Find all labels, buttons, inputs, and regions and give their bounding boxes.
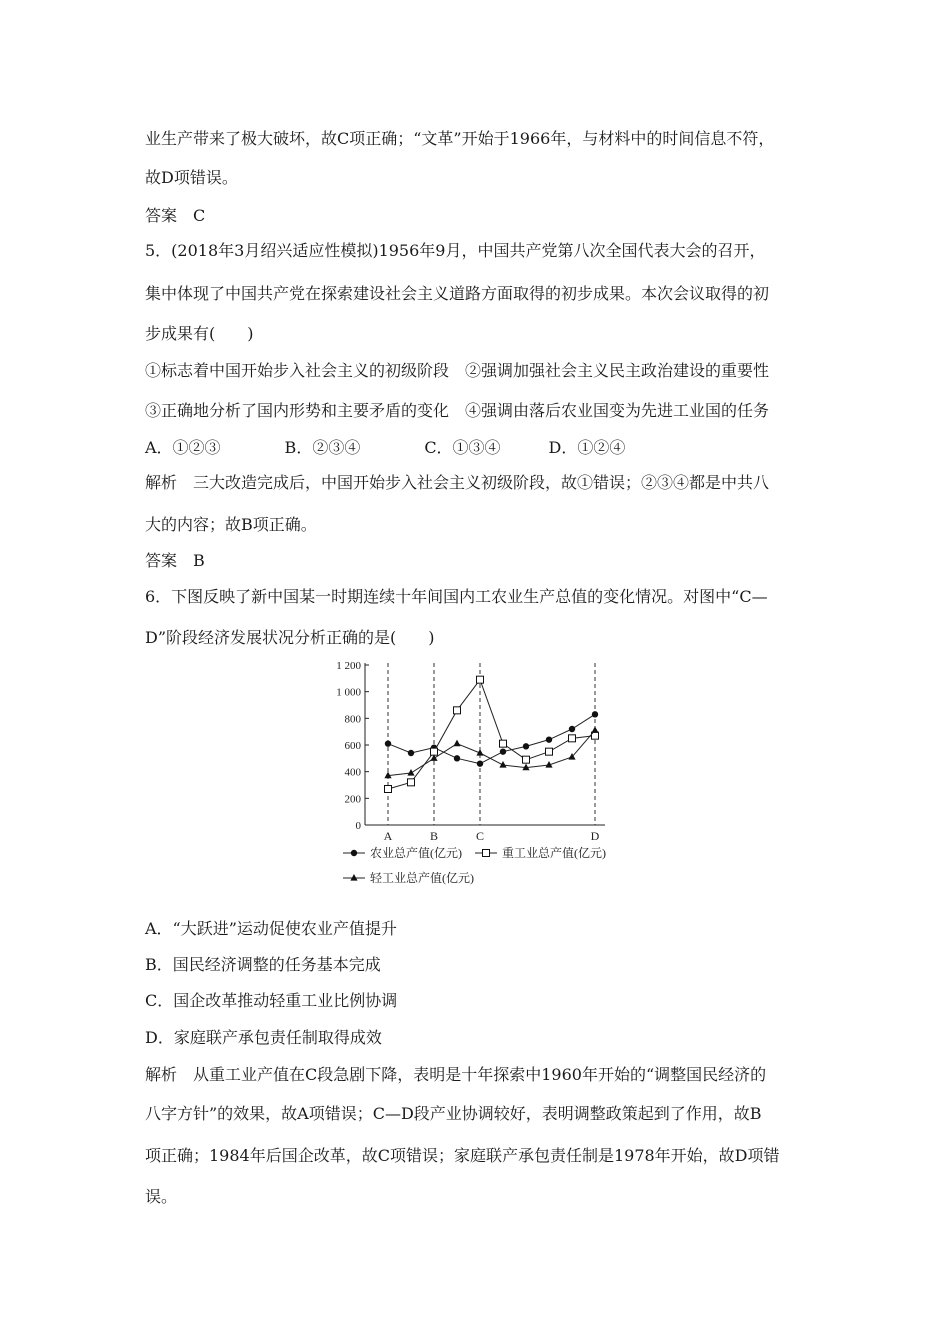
legend-label: 轻工业总产值(亿元) — [370, 871, 474, 885]
chart-axes — [336, 660, 605, 832]
series-2 — [385, 676, 599, 792]
stage-guidelines — [384, 663, 600, 843]
analysis-6-line-1: 解析 从重工业产值在C段急剧下降，表明是十年探索中1960年开始的“调整国民经济的 — [145, 1065, 767, 1084]
text-line-2: 故D项错误。 — [145, 168, 238, 187]
data-point — [407, 769, 414, 776]
data-point — [454, 755, 460, 761]
data-point — [546, 736, 552, 742]
statement-3-4: ③正确地分析了国内形势和主要矛盾的变化 ④强调由落后农业国变为先进工业国的任务 — [145, 401, 770, 420]
data-point — [454, 707, 461, 714]
text-line-1: 业生产带来了极大破坏，故C项正确；“文革”开始于1966年，与材料中的时间信息不符， — [145, 129, 775, 148]
analysis-6-line-2: 八字方针”的效果，故A项错误；C—D段产业协调较好，表明调整政策起到了作用，故B — [145, 1104, 762, 1123]
question-6-line-1: 6．下图反映了新中国某一时期连续十年间国内工农业生产总值的变化情况。对图中“C— — [145, 587, 768, 606]
analysis-6-line-4: 误。 — [145, 1187, 178, 1206]
legend-label: 农业总产值(亿元) — [370, 846, 462, 860]
chart-legend — [343, 845, 606, 885]
legend-marker — [483, 850, 490, 857]
legend-marker — [351, 850, 357, 856]
y-tick-label: 1 000 — [336, 686, 361, 699]
x-stage-label: A — [383, 829, 393, 843]
data-point — [523, 743, 529, 749]
x-stage-label: C — [475, 829, 485, 843]
data-point — [569, 726, 575, 732]
y-tick-label: 1 200 — [336, 660, 361, 672]
y-tick-label: 0 — [355, 820, 361, 832]
x-stage-label: B — [429, 829, 439, 843]
y-tick-label: 800 — [344, 713, 361, 726]
series-3 — [384, 726, 598, 778]
data-point — [592, 711, 598, 717]
series-line — [388, 714, 595, 763]
analysis-5-line-2: 大的内容；故B项正确。 — [145, 515, 317, 534]
x-stage-label: D — [590, 829, 600, 843]
question-6-line-2: D”阶段经济发展状况分析正确的是( ) — [145, 628, 435, 647]
legend-marker — [350, 874, 357, 881]
question-5-line-2: 集中体现了中国共产党在探索建设社会主义道路方面取得的初步成果。本次会议取得的初 — [145, 284, 770, 303]
data-point — [523, 756, 530, 763]
data-point — [453, 740, 460, 747]
answer-line: 答案 C — [145, 206, 206, 225]
data-point — [385, 786, 392, 793]
data-point — [500, 740, 507, 747]
answer-line: 答案 B — [145, 551, 205, 570]
series-line — [388, 730, 595, 775]
legend-label: 重工业总产值(亿元) — [502, 846, 606, 860]
production-line-chart — [325, 655, 625, 900]
data-point — [477, 676, 484, 683]
analysis-6-line-3: 项正确；1984年后国企改革，故C项错误；家庭联产承包责任制是1978年开始，故D项错 — [145, 1146, 780, 1165]
data-point — [385, 740, 391, 746]
option-c: C．国企改革推动轻重工业比例协调 — [145, 991, 398, 1010]
option-b: B．国民经济调整的任务基本完成 — [145, 955, 381, 974]
analysis-5-line-1: 解析 三大改造完成后，中国开始步入社会主义初级阶段，故①错误；②③④都是中共八 — [145, 473, 770, 492]
data-point — [569, 735, 576, 742]
series-line — [388, 680, 595, 789]
question-5-line-1: 5．(2018年3月绍兴适应性模拟)1956年9月，中国共产党第八次全国代表大会的召开， — [145, 241, 766, 260]
chart-series — [384, 676, 598, 792]
y-tick-label: 200 — [344, 793, 361, 806]
question-5-line-3: 步成果有( ) — [145, 324, 254, 343]
data-point — [499, 761, 506, 768]
data-point — [408, 779, 415, 786]
y-tick-label: 600 — [344, 740, 361, 752]
data-point — [431, 748, 438, 755]
data-point — [546, 748, 553, 755]
options-row: A．①②③ B．②③④ C．①③④ D．①②④ — [145, 438, 626, 457]
data-point — [477, 760, 483, 766]
data-point — [500, 748, 506, 754]
y-tick-label: 400 — [344, 766, 361, 779]
option-d: D．家庭联产承包责任制取得成效 — [145, 1028, 382, 1047]
data-point — [591, 726, 598, 733]
option-a: A．“大跃进”运动促使农业产值提升 — [145, 919, 397, 938]
statement-1-2: ①标志着中国开始步入社会主义的初级阶段 ②强调加强社会主义民主政治建设的重要性 — [145, 361, 770, 380]
data-point — [408, 750, 414, 756]
